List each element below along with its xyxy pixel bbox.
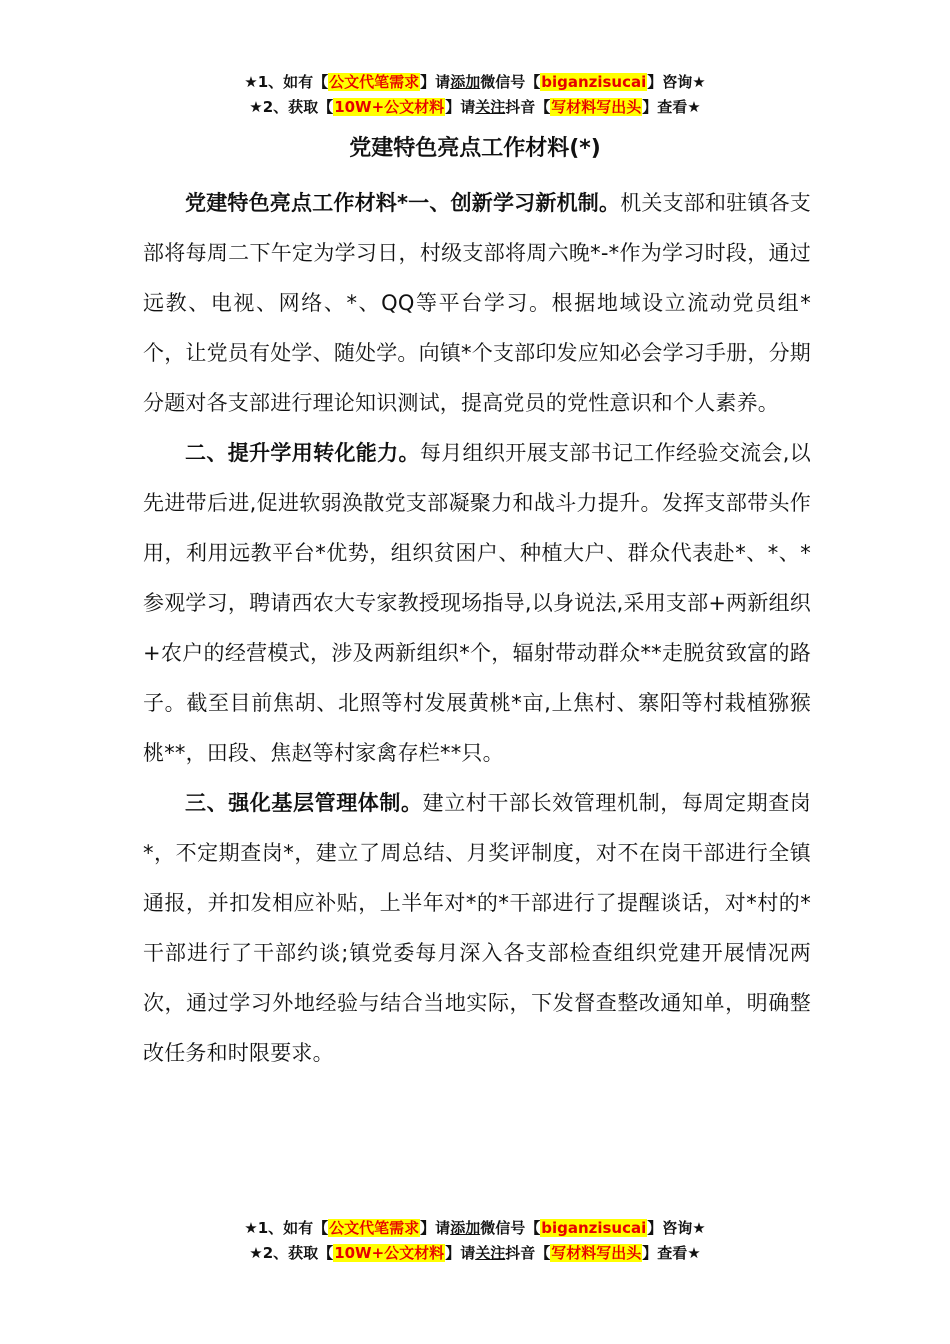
header-promo-banner <box>0 70 950 120</box>
promo-underlined-text: 添加 <box>450 73 481 91</box>
paragraph-heading: 二、提升学用转化能力。 <box>185 441 420 465</box>
paragraph-2 <box>143 428 811 778</box>
promo-text: ★2、获取【 <box>249 1244 334 1262</box>
promo-text: 微信号【 <box>480 73 541 91</box>
promo-text: 】咨询★ <box>647 1219 706 1237</box>
promo-line-1 <box>0 1216 950 1241</box>
promo-line-1 <box>0 70 950 95</box>
promo-text: 】查看★ <box>642 1244 701 1262</box>
promo-text: ★1、如有【 <box>244 1219 329 1237</box>
promo-underlined-text: 关注 <box>475 1244 506 1262</box>
promo-highlight: 公文代笔需求 <box>329 73 420 91</box>
paragraph-1 <box>143 178 811 428</box>
promo-highlight-account: 写材料写出头 <box>551 98 642 116</box>
paragraph-heading: 党建特色亮点工作材料*一、创新学习新机制。 <box>185 191 621 215</box>
promo-underlined-text: 添加 <box>450 1219 481 1237</box>
paragraph-heading: 三、强化基层管理体制。 <box>185 791 423 815</box>
promo-text: 抖音【 <box>505 1244 551 1262</box>
promo-line-2 <box>0 95 950 120</box>
promo-text: 】请 <box>420 1219 451 1237</box>
promo-text: 】咨询★ <box>647 73 706 91</box>
document-title: 党建特色亮点工作材料(*) <box>349 136 601 161</box>
promo-text: 】请 <box>445 98 476 116</box>
promo-highlight: 10W+公文材料 <box>334 98 445 116</box>
paragraph-3 <box>143 778 811 1078</box>
paragraph-text: 每月组织开展支部书记工作经验交流会,以先进带后进,促进软弱涣散党支部凝聚力和战斗力提升。发挥支部带头作用，利用远教平台*优势，组织贫困户、种植大户、群众代表赴*、*、*参观学习，聘请西农大专家教授现场指导,以身说法,采用支部+两新组织+农户的经营模式，涉及两新组织*个，辐射带动群众**走脱贫致富的路子。截至目前焦胡、北照等村发展黄桃*亩,上焦村、寨阳等村栽植猕猴桃**，田段、焦赵等村家禽存栏**只。 <box>143 441 811 765</box>
document-body <box>143 178 811 1078</box>
promo-text: 】请 <box>445 1244 476 1262</box>
paragraph-text: 机关支部和驻镇各支部将每周二下午定为学习日，村级支部将周六晚*-*作为学习时段，通过远教、电视、网络、*、QQ等平台学习。根据地域设立流动党员组*个，让党员有处学、随处学。向镇*个支部印发应知必会学习手册，分期分题对各支部进行理论知识测试，提高党员的党性意识和个人素养。 <box>143 191 811 415</box>
promo-text: 】请 <box>420 73 451 91</box>
footer-promo-banner <box>0 1216 950 1266</box>
promo-highlight-wechat-id: biganzisucai <box>541 73 647 91</box>
promo-text: 抖音【 <box>505 98 551 116</box>
promo-highlight-wechat-id: biganzisucai <box>541 1219 647 1237</box>
promo-text: ★1、如有【 <box>244 73 329 91</box>
promo-underlined-text: 关注 <box>475 98 506 116</box>
promo-text: 微信号【 <box>480 1219 541 1237</box>
promo-highlight: 10W+公文材料 <box>334 1244 445 1262</box>
promo-text: 】查看★ <box>642 98 701 116</box>
promo-highlight: 公文代笔需求 <box>329 1219 420 1237</box>
promo-line-2 <box>0 1241 950 1266</box>
paragraph-text: 建立村干部长效管理机制，每周定期查岗*，不定期查岗*，建立了周总结、月奖评制度，对不在岗干部进行全镇通报，并扣发相应补贴，上半年对*的*干部进行了提醒谈话，对*村的*干部进行了干部约谈;镇党委每月深入各支部检查组织党建开展情况两次，通过学习外地经验与结合当地实际，下发督查整改通知单，明确整改任务和时限要求。 <box>143 791 812 1065</box>
promo-highlight-account: 写材料写出头 <box>551 1244 642 1262</box>
promo-text: ★2、获取【 <box>249 98 334 116</box>
